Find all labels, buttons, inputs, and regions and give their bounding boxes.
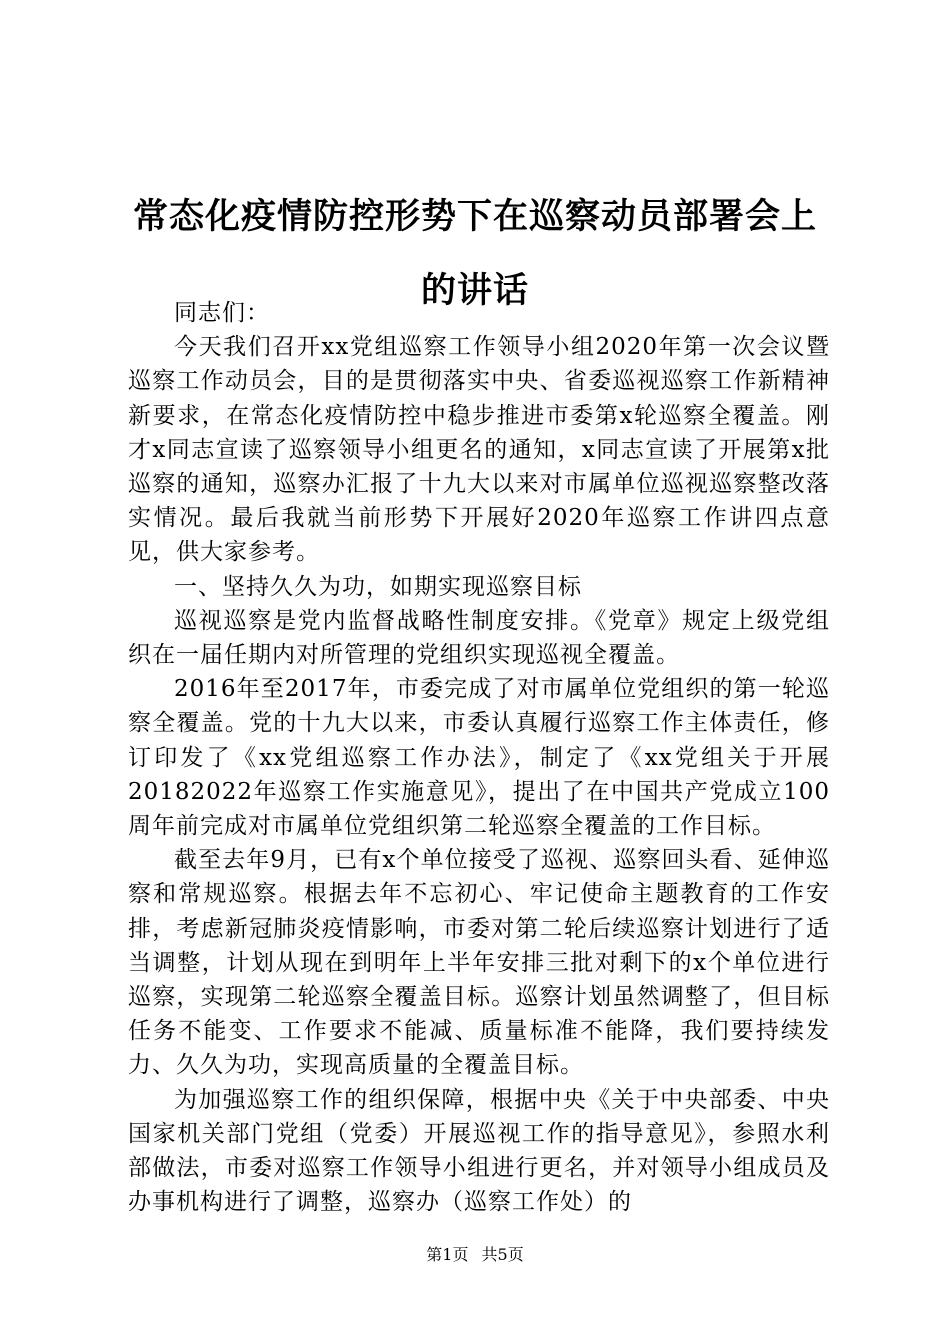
page-footer <box>0 1245 950 1265</box>
document-body <box>128 296 830 1219</box>
document-title: 常态化疫情防控形势下在巡察动员部署会上的讲话 <box>132 196 817 311</box>
paragraph: 巡视巡察是党内监督战略性制度安排。《党章》规定上级党组织在一届任期内对所管理的党组织实现巡视全覆盖。 <box>128 607 830 669</box>
paragraph: 截至去年9月，已有x个单位接受了巡视、巡察回头看、延伸巡察和常规巡察。根据去年不忘初心、牢记使命主题教育的工作安排，考虑新冠肺炎疫情影响，市委对第二轮后续巡察计划进行了适当调整，计划从现在到明年上半年安排三批对剩下的x个单位进行巡察，实现第二轮巡察全覆盖目标。巡察计划虽然调整了，但目标任务不能变、工作要求不能减、质量标准不能降，我们要持续发力、久久为功，实现高质量的全覆盖目标。 <box>128 847 830 1079</box>
page-total: 共5页 <box>481 1245 524 1264</box>
section-heading: 一、坚持久久为功，如期实现巡察目标 <box>174 573 582 600</box>
paragraph: 为加强巡察工作的组织保障，根据中央《关于中央部委、中央国家机关部门党组（党委）开展巡视工作的指导意见》，参照水利部做法，市委对巡察工作领导小组进行更名，并对领导小组成员及办事机构进行了调整，巡察办（巡察工作处）的 <box>128 1086 830 1216</box>
paragraph: 今天我们召开xx党组巡察工作领导小组2020年第一次会议暨巡察工作动员会，目的是贯彻落实中央、省委巡视巡察工作新精神新要求，在常态化疫情防控中稳步推进市委第x轮巡察全覆盖。刚才x同志宣读了巡察领导小组更名的通知，x同志宣读了开展第x批巡察的通知，巡察办汇报了十九大以来对市属单位巡视巡察整改落实情况。最后我就当前形势下开展好2020年巡察工作讲四点意见，供大家参考。 <box>128 334 830 566</box>
page-number: 第1页 <box>426 1245 469 1264</box>
paragraph: 2016年至2017年，市委完成了对市属单位党组织的第一轮巡察全覆盖。党的十九大以来，市委认真履行巡察工作主体责任，修订印发了《xx党组巡察工作办法》，制定了《xx党组关于开展20182022年巡察工作实施意见》，提出了在中国共产党成立100周年前完成对市属单位党组织第二轮巡察全覆盖的工作目标。 <box>128 676 830 840</box>
salutation: 同志们： <box>174 300 270 326</box>
